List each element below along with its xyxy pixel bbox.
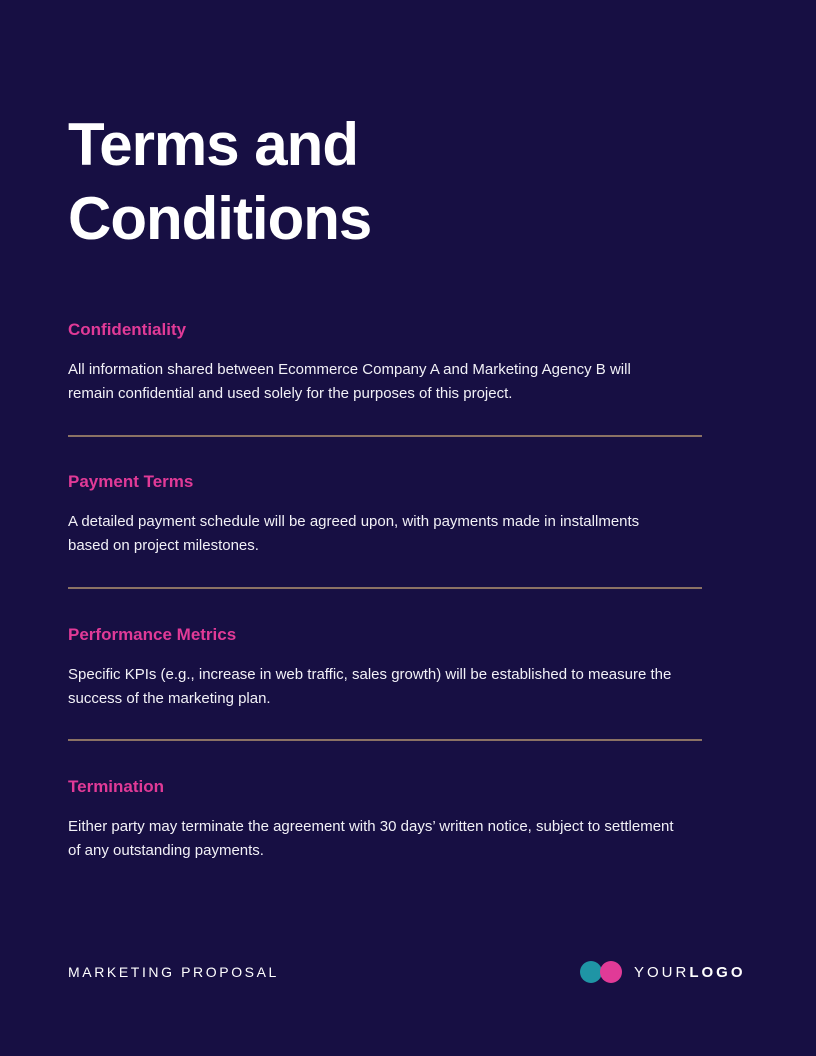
logo-text: [634, 964, 746, 981]
page-title: Terms and Conditions: [68, 111, 372, 252]
logo-dot-teal: [580, 961, 602, 983]
section-performance-metrics: [68, 625, 702, 711]
section-body: All information shared between Ecommerce Company A and Marketing Agency B will remain confidential and used solely for the purposes of this project.: [68, 361, 631, 402]
logo: [580, 961, 746, 983]
section-termination: [68, 777, 702, 863]
logo-dot-pink: [600, 961, 622, 983]
section-heading: Termination: [68, 777, 165, 796]
footer-label: MARKETING PROPOSAL: [68, 964, 279, 980]
section-heading: Performance Metrics: [68, 625, 237, 644]
logo-text-regular: YOUR: [634, 963, 690, 981]
divider: [68, 435, 702, 437]
section-confidentiality: [68, 320, 702, 406]
section-body: Either party may terminate the agreement with 30 days’ written notice, subject to settlement of any outstanding payments.: [68, 818, 674, 859]
section-heading: Payment Terms: [68, 472, 194, 491]
logo-mark-icon: [580, 961, 624, 983]
logo-text-bold: LOGO: [689, 963, 746, 981]
section-payment-terms: [68, 472, 702, 558]
section-body: Specific KPIs (e.g., increase in web traffic, sales growth) will be established to measure the success of the marketing plan.: [68, 666, 672, 707]
section-heading: Confidentiality: [68, 320, 187, 339]
section-body: A detailed payment schedule will be agreed upon, with payments made in installments based on project milestones.: [68, 513, 640, 554]
divider: [68, 739, 702, 741]
divider: [68, 587, 702, 589]
